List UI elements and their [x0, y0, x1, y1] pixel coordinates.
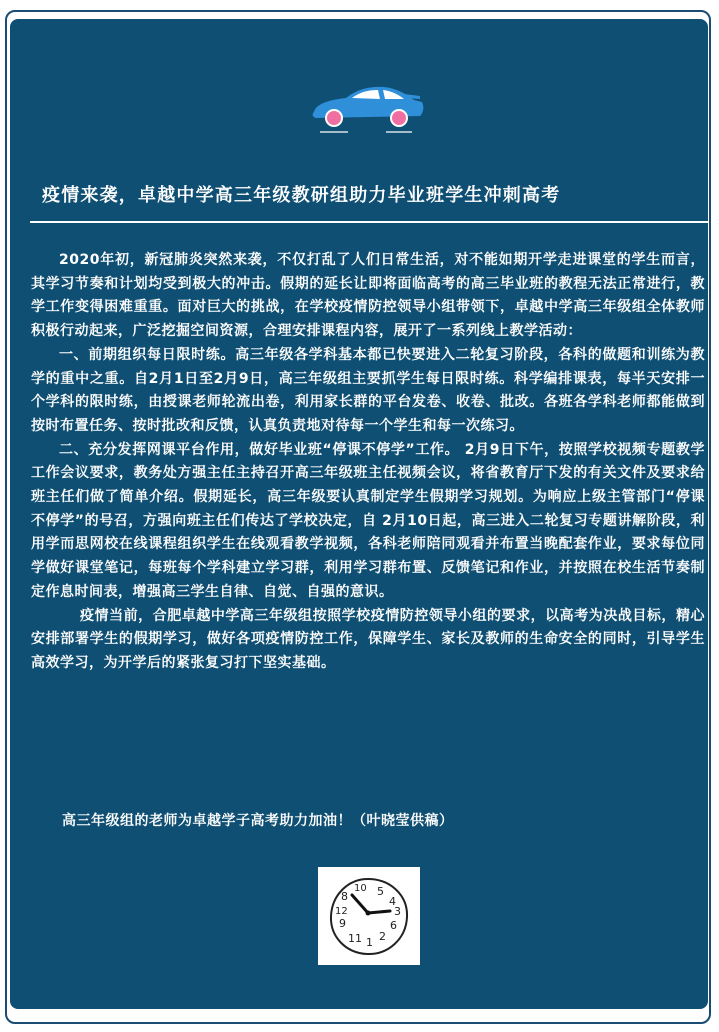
clock-number: 4 [389, 895, 396, 908]
clock-number: 6 [390, 919, 397, 932]
clock-number: 2 [379, 930, 386, 943]
clock-number: 3 [394, 905, 401, 918]
clock-number: 9 [339, 917, 346, 930]
clock-number: 12 [335, 906, 348, 917]
clock-number: 8 [341, 890, 348, 903]
clock-number: 5 [377, 885, 384, 898]
title-divider [30, 221, 708, 223]
closing-line: 高三年级组的老师为卓越学子高考助力加油！（叶晓莹供稿） [62, 813, 454, 829]
clock-number: 10 [354, 883, 367, 894]
article-body [31, 249, 705, 676]
paragraph-section-1: 一、前期组织每日限时练。高三年级各学科基本都已快要进入二轮复习阶段，各科的做题和训练为教学的重中之重。自2月1日至2月9日，高三年级组主要抓学生每日限时练。科学编排课表，每半天安排一个学科的限时练，由授课老师轮流出卷，利用家长群的平台发卷、收卷、批改。各班各学科老师都能做到按时布置任务、按时批改和反馈，认真负责地对待每一个学生和每一次练习。 [31, 346, 705, 434]
paragraph-section-2: 二、充分发挥网课平台作用，做好毕业班“停课不停学”工作。 2月9日下午，按照学校视频专题教学工作会议要求，教务处方强主任主持召开高三年级班主任视频会议，将省教育厅下发的有关文件及要求给班主任们做了简单介绍。假期延长，高三年级要认真制定学生假期学习规划。为响应上级主管部门“停课不停学”的号召，方强向班主任们传达了学校决定，自 2月10日起，高三进入二轮复习专题讲解阶段，利用学而思网校在线课程组织学生在线观看教学视频，各科老师陪同观看并布置当晚配套作业，要求每位同学做好课堂笔记，每班每个学科建立学习群，利用学习群布置、反馈笔记和作业，并按照在校生活节奏制定作息时间表，增强高三学生自律、自觉、自强的意识。 [31, 441, 705, 600]
clock-number: 1 [366, 936, 373, 949]
sports-car-icon [306, 74, 426, 136]
article-title: 疫情来袭，卓越中学高三年级教研组助力毕业班学生冲刺高考 [42, 185, 561, 206]
article-panel [10, 19, 708, 1009]
paragraph-conclusion: 疫情当前，合肥卓越中学高三年级组按照学校疫情防控领导小组的要求，以高考为决战目标，精心安排部署学生的假期学习，做好各项疫情防控工作，保障学生、家长及教师的生命安全的同时，引导学生高效学习，为开学后的紧张复习打下坚实基础。 [31, 607, 705, 671]
clock-number: 11 [348, 932, 362, 945]
paragraph-intro: 2020年初，新冠肺炎突然来袭，不仅打乱了人们日常生活，对不能如期开学走进课堂的学生而言，其学习节奏和计划均受到极大的冲击。假期的延长让即将面临高考的高三毕业班的教程无法正常进行，教学工作变得困难重重。面对巨大的挑战，在学校疫情防控领导小组带领下，卓越中学高三年级组全体教师积极行动起来，广泛挖掘空间资源，合理安排课程内容，展开了一系列线上教学活动： [31, 252, 705, 340]
clock-sketch-icon [318, 867, 420, 965]
